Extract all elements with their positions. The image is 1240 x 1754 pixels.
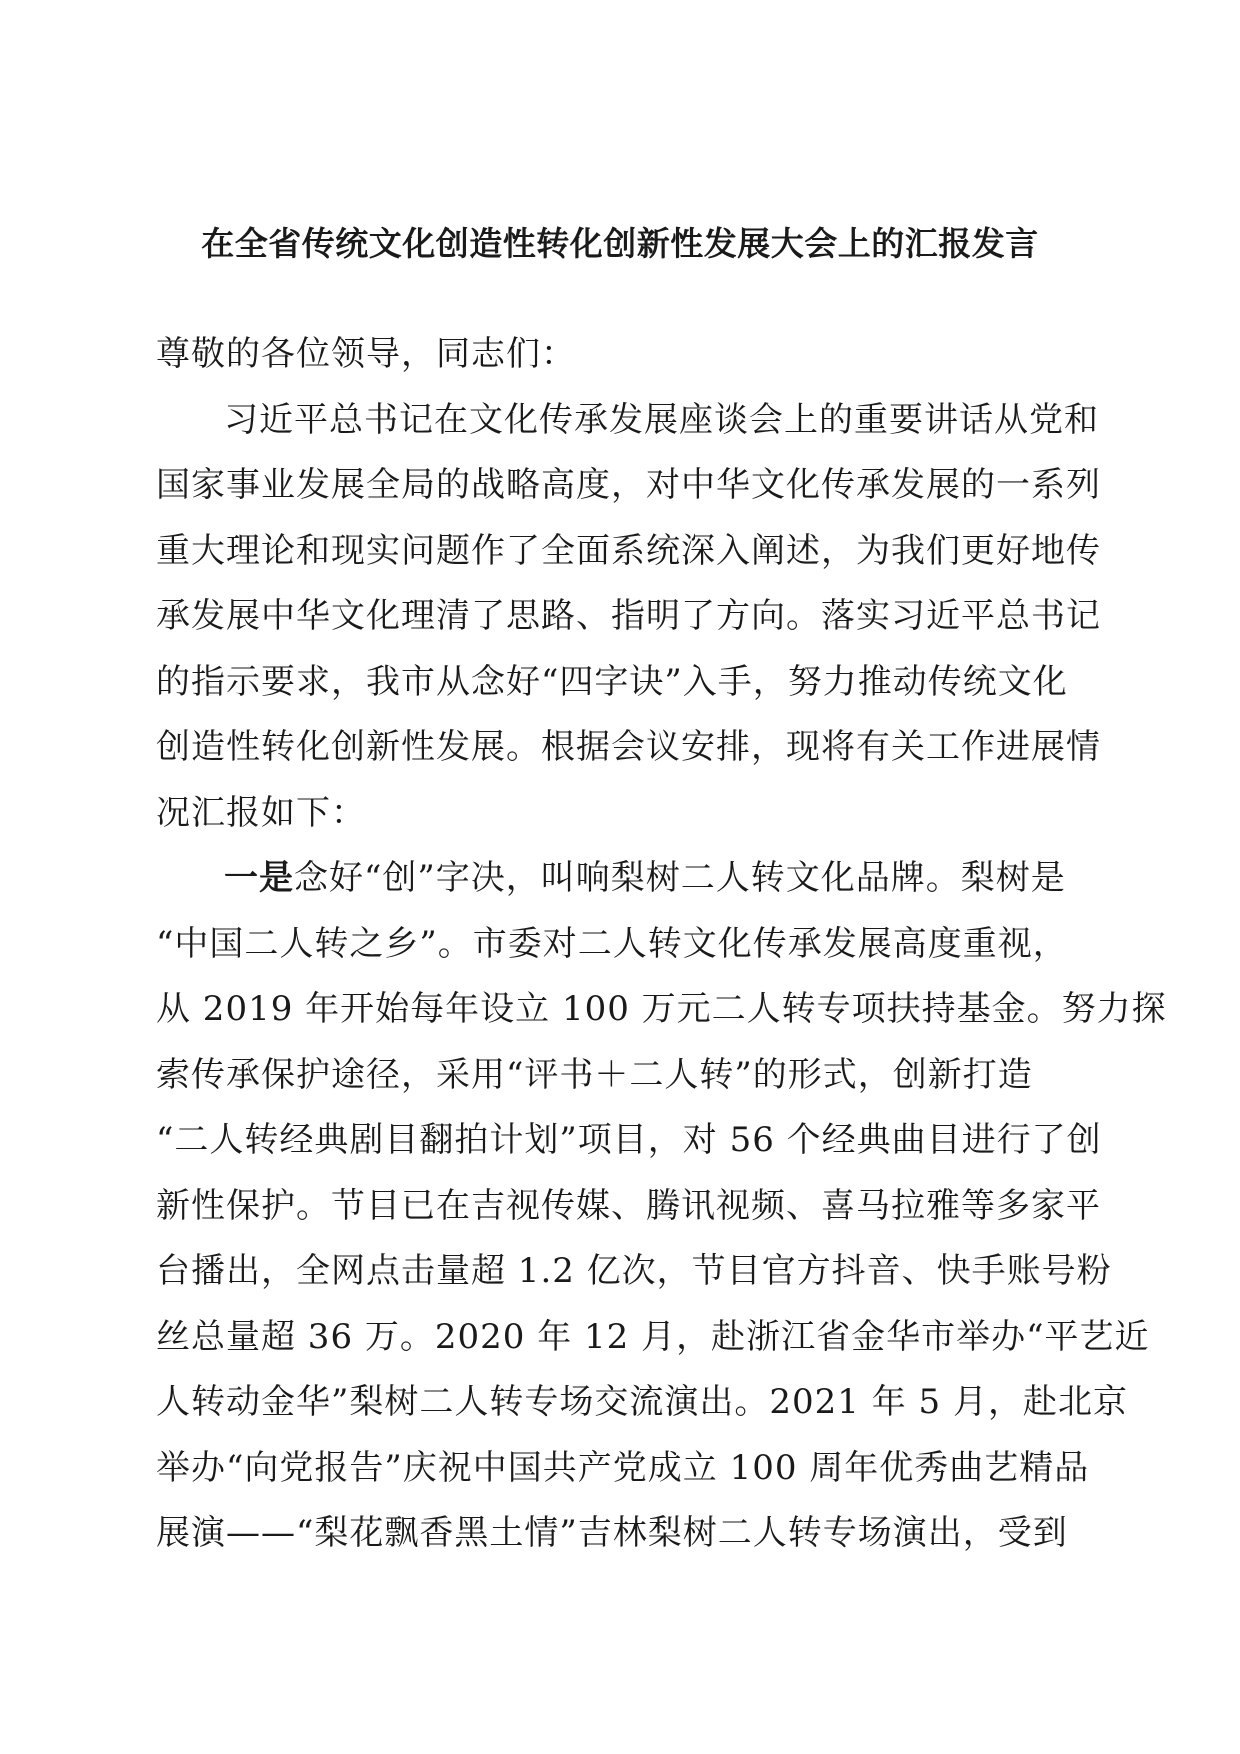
paragraph-line: 展演——“梨花飘香黑土情”吉林梨树二人转专场演出，受到 bbox=[156, 1513, 1068, 1553]
paragraph-line: 丝总量超 36 万。2020 年 12 月，赴浙江省金华市举办“平艺近 bbox=[156, 1316, 1150, 1357]
section-lead: 一是 bbox=[224, 858, 294, 898]
paragraph-line: 况汇报如下： bbox=[156, 792, 366, 833]
paragraph-line: “中国二人转之乡”。市委对二人转文化传承发展高度重视， bbox=[156, 923, 1068, 964]
paragraph-line: 举办“向党报告”庆祝中国共产党成立 100 周年优秀曲艺精品 bbox=[156, 1447, 1090, 1488]
paragraph-line: 新性保护。节目已在吉视传媒、腾讯视频、喜马拉雅等多家平 bbox=[156, 1185, 1101, 1226]
paragraph-line-text: 念好“创”字决，叫响梨树二人转文化品牌。梨树是 bbox=[294, 858, 1066, 898]
document-title: 在全省传统文化创造性转化创新性发展大会上的汇报发言 bbox=[201, 224, 1039, 263]
salutation: 尊敬的各位领导，同志们： bbox=[156, 334, 576, 374]
paragraph-line: “二人转经典剧目翻拍计划”项目，对 56 个经典曲目进行了创 bbox=[156, 1120, 1102, 1160]
paragraph-line: 重大理论和现实问题作了全面系统深入阐述，为我们更好地传 bbox=[156, 530, 1101, 571]
paragraph-line: 的指示要求，我市从念好“四字诀”入手，努力推动传统文化 bbox=[156, 661, 1068, 702]
paragraph-line: 从 2019 年开始每年设立 100 万元二人转专项扶持基金。努力探 bbox=[156, 989, 1167, 1029]
paragraph-line: 国家事业发展全局的战略高度，对中华文化传承发展的一系列 bbox=[156, 465, 1101, 505]
paragraph-line: 人转动金华”梨树二人转专场交流演出。2021 年 5 月，赴北京 bbox=[156, 1382, 1128, 1422]
paragraph-line: 承发展中华文化理清了思路、指明了方向。落实习近平总书记 bbox=[156, 596, 1101, 636]
document-body bbox=[156, 322, 1167, 1567]
paragraph-line: 索传承保护途径，采用“评书＋二人转”的形式，创新打造 bbox=[156, 1054, 1033, 1095]
paragraph-line: 创造性转化创新性发展。根据会议安排，现将有关工作进展情 bbox=[156, 727, 1101, 767]
paragraph-line: 习近平总书记在文化传承发展座谈会上的重要讲话从党和 bbox=[224, 399, 1099, 440]
paragraph-line bbox=[156, 846, 1076, 912]
paragraph-line: 台播出，全网点击量超 1.2 亿次，节目官方抖音、快手账号粉 bbox=[156, 1251, 1112, 1291]
